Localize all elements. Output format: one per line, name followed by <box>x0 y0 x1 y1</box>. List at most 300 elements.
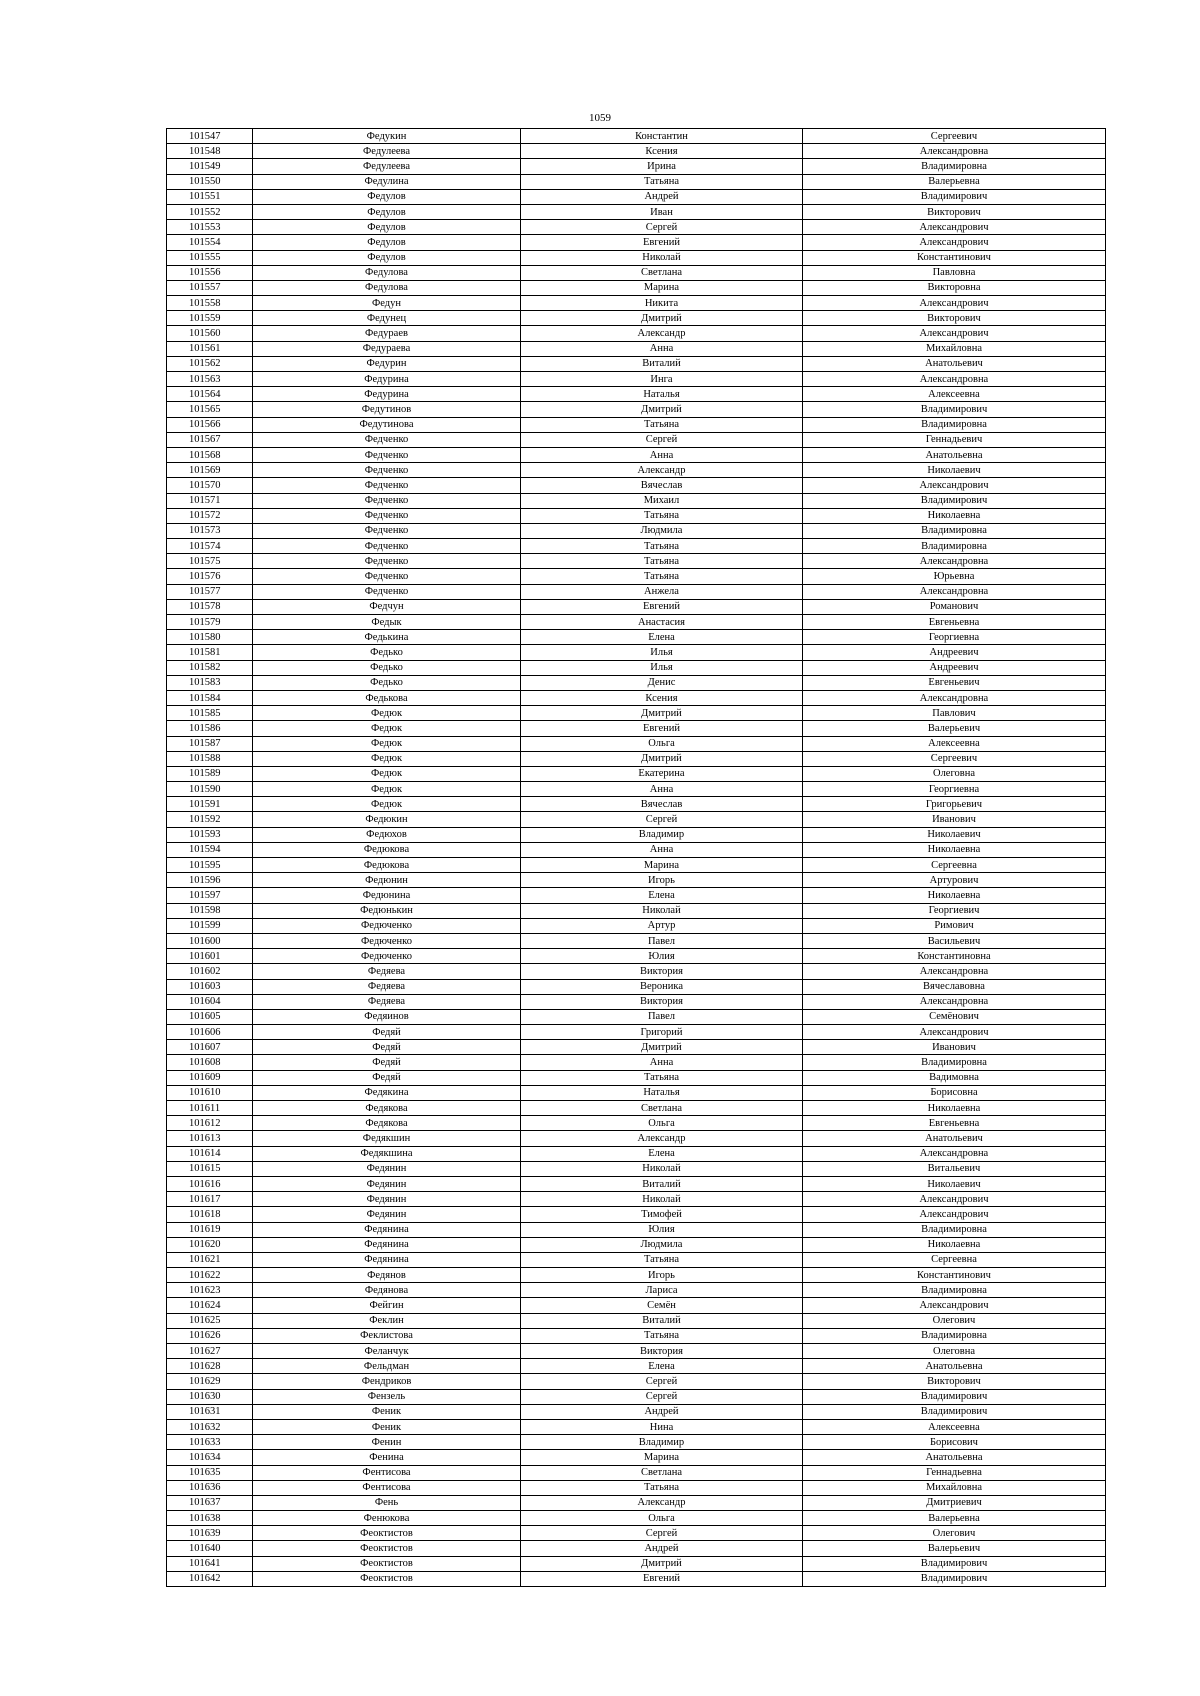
first-name-cell: Владимир <box>521 1435 803 1450</box>
table-row <box>167 1495 1106 1510</box>
table-row <box>167 1359 1106 1374</box>
patronymic-cell: Анатольевич <box>803 1131 1106 1146</box>
first-name-cell: Елена <box>521 1359 803 1374</box>
record-id-cell: 101585 <box>167 706 253 721</box>
last-name-cell: Федякшин <box>253 1131 521 1146</box>
last-name-cell: Федюк <box>253 706 521 721</box>
first-name-cell: Виктория <box>521 994 803 1009</box>
first-name-cell: Елена <box>521 630 803 645</box>
table-row <box>167 933 1106 948</box>
first-name-cell: Сергей <box>521 812 803 827</box>
patronymic-cell: Александровна <box>803 554 1106 569</box>
record-id-cell: 101634 <box>167 1450 253 1465</box>
record-id-cell: 101553 <box>167 220 253 235</box>
record-id-cell: 101595 <box>167 858 253 873</box>
first-name-cell: Александр <box>521 326 803 341</box>
last-name-cell: Федякова <box>253 1116 521 1131</box>
last-name-cell: Федюк <box>253 736 521 751</box>
patronymic-cell: Викторович <box>803 204 1106 219</box>
patronymic-cell: Александровна <box>803 584 1106 599</box>
last-name-cell: Феник <box>253 1404 521 1419</box>
table-row <box>167 1435 1106 1450</box>
last-name-cell: Федченко <box>253 463 521 478</box>
table-row <box>167 174 1106 189</box>
patronymic-cell: Викторович <box>803 1374 1106 1389</box>
first-name-cell: Андрей <box>521 1541 803 1556</box>
patronymic-cell: Сергеевна <box>803 858 1106 873</box>
last-name-cell: Федюкова <box>253 842 521 857</box>
table-row <box>167 1176 1106 1191</box>
last-name-cell: Федякшина <box>253 1146 521 1161</box>
last-name-cell: Федюнина <box>253 888 521 903</box>
patronymic-cell: Семёнович <box>803 1009 1106 1024</box>
first-name-cell: Иван <box>521 204 803 219</box>
first-name-cell: Светлана <box>521 265 803 280</box>
last-name-cell: Федченко <box>253 523 521 538</box>
patronymic-cell: Владимирович <box>803 1556 1106 1571</box>
patronymic-cell: Валерьевич <box>803 1541 1106 1556</box>
patronymic-cell: Викторовна <box>803 280 1106 295</box>
record-id-cell: 101581 <box>167 645 253 660</box>
last-name-cell: Федченко <box>253 508 521 523</box>
last-name-cell: Федутинов <box>253 402 521 417</box>
table-row <box>167 949 1106 964</box>
last-name-cell: Федулов <box>253 189 521 204</box>
last-name-cell: Федяй <box>253 1070 521 1085</box>
patronymic-cell: Олеговна <box>803 766 1106 781</box>
patronymic-cell: Николаевна <box>803 888 1106 903</box>
patronymic-cell: Владимировна <box>803 523 1106 538</box>
first-name-cell: Виталий <box>521 1176 803 1191</box>
record-id-cell: 101565 <box>167 402 253 417</box>
table-row <box>167 1101 1106 1116</box>
record-id-cell: 101560 <box>167 326 253 341</box>
record-id-cell: 101607 <box>167 1040 253 1055</box>
record-id-cell: 101598 <box>167 903 253 918</box>
first-name-cell: Игорь <box>521 873 803 888</box>
table-row <box>167 584 1106 599</box>
last-name-cell: Федченко <box>253 569 521 584</box>
last-name-cell: Фензель <box>253 1389 521 1404</box>
table-row <box>167 523 1106 538</box>
table-row <box>167 1313 1106 1328</box>
first-name-cell: Дмитрий <box>521 751 803 766</box>
patronymic-cell: Геннадьевна <box>803 1465 1106 1480</box>
record-id-cell: 101639 <box>167 1526 253 1541</box>
patronymic-cell: Александрович <box>803 326 1106 341</box>
patronymic-cell: Константинович <box>803 250 1106 265</box>
last-name-cell: Федюченко <box>253 918 521 933</box>
table-row <box>167 842 1106 857</box>
table-row <box>167 827 1106 842</box>
record-id-cell: 101567 <box>167 432 253 447</box>
first-name-cell: Андрей <box>521 189 803 204</box>
last-name-cell: Феоктистов <box>253 1541 521 1556</box>
table-row <box>167 1070 1106 1085</box>
record-id-cell: 101635 <box>167 1465 253 1480</box>
table-row <box>167 1541 1106 1556</box>
patronymic-cell: Валерьевич <box>803 721 1106 736</box>
record-id-cell: 101623 <box>167 1283 253 1298</box>
table-row <box>167 1252 1106 1267</box>
last-name-cell: Федько <box>253 660 521 675</box>
table-row <box>167 630 1106 645</box>
last-name-cell: Федяй <box>253 1055 521 1070</box>
last-name-cell: Федун <box>253 296 521 311</box>
record-id-cell: 101580 <box>167 630 253 645</box>
first-name-cell: Инга <box>521 372 803 387</box>
last-name-cell: Феланчук <box>253 1344 521 1359</box>
patronymic-cell: Павлович <box>803 706 1106 721</box>
patronymic-cell: Викторович <box>803 311 1106 326</box>
record-id-cell: 101547 <box>167 129 253 144</box>
first-name-cell: Татьяна <box>521 508 803 523</box>
table-row <box>167 736 1106 751</box>
patronymic-cell: Георгиевич <box>803 903 1106 918</box>
first-name-cell: Наталья <box>521 1085 803 1100</box>
first-name-cell: Екатерина <box>521 766 803 781</box>
first-name-cell: Людмила <box>521 1237 803 1252</box>
last-name-cell: Федюченко <box>253 933 521 948</box>
patronymic-cell: Георгиевна <box>803 782 1106 797</box>
patronymic-cell: Анатольевна <box>803 1359 1106 1374</box>
table-row <box>167 1237 1106 1252</box>
patronymic-cell: Григорьевич <box>803 797 1106 812</box>
record-id-cell: 101640 <box>167 1541 253 1556</box>
table-row <box>167 417 1106 432</box>
last-name-cell: Федулова <box>253 265 521 280</box>
first-name-cell: Татьяна <box>521 569 803 584</box>
last-name-cell: Федченко <box>253 432 521 447</box>
record-id-cell: 101582 <box>167 660 253 675</box>
first-name-cell: Виталий <box>521 356 803 371</box>
last-name-cell: Федяева <box>253 994 521 1009</box>
patronymic-cell: Александрович <box>803 1025 1106 1040</box>
last-name-cell: Фенина <box>253 1450 521 1465</box>
last-name-cell: Федько <box>253 675 521 690</box>
first-name-cell: Ирина <box>521 159 803 174</box>
last-name-cell: Фенюкова <box>253 1511 521 1526</box>
first-name-cell: Дмитрий <box>521 402 803 417</box>
record-id-cell: 101604 <box>167 994 253 1009</box>
last-name-cell: Федькина <box>253 630 521 645</box>
record-id-cell: 101614 <box>167 1146 253 1161</box>
table-row <box>167 144 1106 159</box>
first-name-cell: Марина <box>521 280 803 295</box>
first-name-cell: Павел <box>521 1009 803 1024</box>
first-name-cell: Сергей <box>521 1526 803 1541</box>
record-id-cell: 101620 <box>167 1237 253 1252</box>
table-row <box>167 280 1106 295</box>
record-id-cell: 101613 <box>167 1131 253 1146</box>
record-id-cell: 101572 <box>167 508 253 523</box>
table-row <box>167 1480 1106 1495</box>
record-id-cell: 101590 <box>167 782 253 797</box>
table-row <box>167 235 1106 250</box>
last-name-cell: Федюнькин <box>253 903 521 918</box>
patronymic-cell: Владимирович <box>803 1389 1106 1404</box>
patronymic-cell: Олегович <box>803 1526 1106 1541</box>
record-id-cell: 101636 <box>167 1480 253 1495</box>
first-name-cell: Александр <box>521 1495 803 1510</box>
record-id-cell: 101579 <box>167 615 253 630</box>
patronymic-cell: Андреевич <box>803 660 1106 675</box>
record-id-cell: 101624 <box>167 1298 253 1313</box>
table-row <box>167 1328 1106 1343</box>
table-row <box>167 721 1106 736</box>
last-name-cell: Федянина <box>253 1237 521 1252</box>
last-name-cell: Федулина <box>253 174 521 189</box>
patronymic-cell: Владимирович <box>803 1571 1106 1586</box>
table-row <box>167 706 1106 721</box>
patronymic-cell: Владимирович <box>803 493 1106 508</box>
first-name-cell: Евгений <box>521 599 803 614</box>
first-name-cell: Людмила <box>521 523 803 538</box>
patronymic-cell: Владимирович <box>803 1404 1106 1419</box>
last-name-cell: Федюкин <box>253 812 521 827</box>
last-name-cell: Федякина <box>253 1085 521 1100</box>
patronymic-cell: Николаевна <box>803 1101 1106 1116</box>
patronymic-cell: Иванович <box>803 1040 1106 1055</box>
record-id-cell: 101562 <box>167 356 253 371</box>
record-id-cell: 101608 <box>167 1055 253 1070</box>
first-name-cell: Анна <box>521 1055 803 1070</box>
record-id-cell: 101564 <box>167 387 253 402</box>
last-name-cell: Федченко <box>253 478 521 493</box>
last-name-cell: Федулов <box>253 235 521 250</box>
patronymic-cell: Дмитриевич <box>803 1495 1106 1510</box>
first-name-cell: Светлана <box>521 1465 803 1480</box>
first-name-cell: Игорь <box>521 1268 803 1283</box>
table-row <box>167 1192 1106 1207</box>
record-id-cell: 101557 <box>167 280 253 295</box>
patronymic-cell: Артурович <box>803 873 1106 888</box>
last-name-cell: Федюнин <box>253 873 521 888</box>
record-id-cell: 101559 <box>167 311 253 326</box>
first-name-cell: Николай <box>521 250 803 265</box>
table-row <box>167 356 1106 371</box>
patronymic-cell: Константинович <box>803 1268 1106 1283</box>
patronymic-cell: Борисович <box>803 1435 1106 1450</box>
table-row <box>167 751 1106 766</box>
table-row <box>167 645 1106 660</box>
table-row <box>167 1268 1106 1283</box>
last-name-cell: Федюченко <box>253 949 521 964</box>
first-name-cell: Артур <box>521 918 803 933</box>
last-name-cell: Федяева <box>253 979 521 994</box>
first-name-cell: Александр <box>521 1131 803 1146</box>
patronymic-cell: Олеговна <box>803 1344 1106 1359</box>
last-name-cell: Федченко <box>253 554 521 569</box>
last-name-cell: Фенин <box>253 1435 521 1450</box>
record-id-cell: 101551 <box>167 189 253 204</box>
table-row <box>167 1404 1106 1419</box>
last-name-cell: Федулов <box>253 204 521 219</box>
patronymic-cell: Михайловна <box>803 341 1106 356</box>
record-id-cell: 101627 <box>167 1344 253 1359</box>
last-name-cell: Федченко <box>253 539 521 554</box>
record-id-cell: 101621 <box>167 1252 253 1267</box>
first-name-cell: Илья <box>521 660 803 675</box>
table-row <box>167 265 1106 280</box>
patronymic-cell: Анатольевич <box>803 356 1106 371</box>
last-name-cell: Федурина <box>253 372 521 387</box>
patronymic-cell: Павловна <box>803 265 1106 280</box>
first-name-cell: Татьяна <box>521 1070 803 1085</box>
table-row <box>167 402 1106 417</box>
record-id-cell: 101638 <box>167 1511 253 1526</box>
last-name-cell: Федченко <box>253 584 521 599</box>
last-name-cell: Федянов <box>253 1268 521 1283</box>
last-name-cell: Фень <box>253 1495 521 1510</box>
table-row <box>167 1571 1106 1586</box>
last-name-cell: Федяинов <box>253 1009 521 1024</box>
table-row <box>167 766 1106 781</box>
first-name-cell: Марина <box>521 1450 803 1465</box>
last-name-cell: Федянин <box>253 1161 521 1176</box>
patronymic-cell: Александрович <box>803 235 1106 250</box>
patronymic-cell: Владимирович <box>803 189 1106 204</box>
record-id-cell: 101612 <box>167 1116 253 1131</box>
patronymic-cell: Владимирович <box>803 402 1106 417</box>
first-name-cell: Виктория <box>521 964 803 979</box>
patronymic-cell: Алексеевна <box>803 1419 1106 1434</box>
first-name-cell: Татьяна <box>521 539 803 554</box>
first-name-cell: Сергей <box>521 1374 803 1389</box>
first-name-cell: Сергей <box>521 1389 803 1404</box>
patronymic-cell: Николаевна <box>803 1237 1106 1252</box>
last-name-cell: Федянин <box>253 1176 521 1191</box>
last-name-cell: Федулова <box>253 280 521 295</box>
table-row <box>167 1419 1106 1434</box>
last-name-cell: Фентисова <box>253 1480 521 1495</box>
table-row <box>167 1298 1106 1313</box>
first-name-cell: Тимофей <box>521 1207 803 1222</box>
table-row <box>167 782 1106 797</box>
patronymic-cell: Михайловна <box>803 1480 1106 1495</box>
table-row <box>167 675 1106 690</box>
record-id-cell: 101642 <box>167 1571 253 1586</box>
first-name-cell: Сергей <box>521 220 803 235</box>
record-id-cell: 101630 <box>167 1389 253 1404</box>
last-name-cell: Феник <box>253 1419 521 1434</box>
table-row <box>167 1283 1106 1298</box>
last-name-cell: Федькова <box>253 690 521 705</box>
record-id-cell: 101637 <box>167 1495 253 1510</box>
first-name-cell: Денис <box>521 675 803 690</box>
patronymic-cell: Владимировна <box>803 1328 1106 1343</box>
record-id-cell: 101575 <box>167 554 253 569</box>
last-name-cell: Федулов <box>253 250 521 265</box>
table-row <box>167 296 1106 311</box>
last-name-cell: Федяева <box>253 964 521 979</box>
first-name-cell: Татьяна <box>521 1252 803 1267</box>
last-name-cell: Федяй <box>253 1040 521 1055</box>
last-name-cell: Федурина <box>253 387 521 402</box>
table-row <box>167 341 1106 356</box>
last-name-cell: Федяй <box>253 1025 521 1040</box>
first-name-cell: Светлана <box>521 1101 803 1116</box>
record-id-cell: 101566 <box>167 417 253 432</box>
last-name-cell: Федянова <box>253 1283 521 1298</box>
patronymic-cell: Николаевна <box>803 842 1106 857</box>
first-name-cell: Николай <box>521 903 803 918</box>
patronymic-cell: Римович <box>803 918 1106 933</box>
last-name-cell: Федутинова <box>253 417 521 432</box>
last-name-cell: Федчун <box>253 599 521 614</box>
first-name-cell: Павел <box>521 933 803 948</box>
record-id-cell: 101570 <box>167 478 253 493</box>
record-id-cell: 101556 <box>167 265 253 280</box>
last-name-cell: Федюк <box>253 797 521 812</box>
record-id-cell: 101610 <box>167 1085 253 1100</box>
record-id-cell: 101628 <box>167 1359 253 1374</box>
last-name-cell: Фельдман <box>253 1359 521 1374</box>
table-row <box>167 569 1106 584</box>
table-row <box>167 1556 1106 1571</box>
first-name-cell: Ксения <box>521 690 803 705</box>
record-id-cell: 101563 <box>167 372 253 387</box>
record-id-cell: 101592 <box>167 812 253 827</box>
record-id-cell: 101552 <box>167 204 253 219</box>
patronymic-cell: Александрович <box>803 220 1106 235</box>
table-row <box>167 1526 1106 1541</box>
first-name-cell: Ксения <box>521 144 803 159</box>
table-row <box>167 1207 1106 1222</box>
patronymic-cell: Валерьевна <box>803 174 1106 189</box>
last-name-cell: Федулеева <box>253 159 521 174</box>
table-row <box>167 220 1106 235</box>
first-name-cell: Анжела <box>521 584 803 599</box>
patronymic-cell: Александровна <box>803 1146 1106 1161</box>
record-id-cell: 101616 <box>167 1176 253 1191</box>
table-row <box>167 1161 1106 1176</box>
record-id-cell: 101577 <box>167 584 253 599</box>
record-id-cell: 101618 <box>167 1207 253 1222</box>
table-row <box>167 1344 1106 1359</box>
patronymic-cell: Александрович <box>803 478 1106 493</box>
record-id-cell: 101617 <box>167 1192 253 1207</box>
record-id-cell: 101603 <box>167 979 253 994</box>
first-name-cell: Дмитрий <box>521 1040 803 1055</box>
first-name-cell: Никита <box>521 296 803 311</box>
table-row <box>167 858 1106 873</box>
table-row <box>167 1389 1106 1404</box>
table-row <box>167 1055 1106 1070</box>
patronymic-cell: Александрович <box>803 1207 1106 1222</box>
patronymic-cell: Валерьевна <box>803 1511 1106 1526</box>
record-id-cell: 101601 <box>167 949 253 964</box>
first-name-cell: Семён <box>521 1298 803 1313</box>
last-name-cell: Феклистова <box>253 1328 521 1343</box>
table-row <box>167 1131 1106 1146</box>
first-name-cell: Дмитрий <box>521 311 803 326</box>
table-row <box>167 1085 1106 1100</box>
patronymic-cell: Вячеславовна <box>803 979 1106 994</box>
first-name-cell: Ольга <box>521 736 803 751</box>
patronymic-cell: Алексеевна <box>803 387 1106 402</box>
table-row <box>167 599 1106 614</box>
record-id-cell: 101597 <box>167 888 253 903</box>
table-row <box>167 918 1106 933</box>
first-name-cell: Анна <box>521 782 803 797</box>
record-id-cell: 101594 <box>167 842 253 857</box>
table-row <box>167 1450 1106 1465</box>
last-name-cell: Федунец <box>253 311 521 326</box>
record-id-cell: 101586 <box>167 721 253 736</box>
record-id-cell: 101605 <box>167 1009 253 1024</box>
record-id-cell: 101622 <box>167 1268 253 1283</box>
